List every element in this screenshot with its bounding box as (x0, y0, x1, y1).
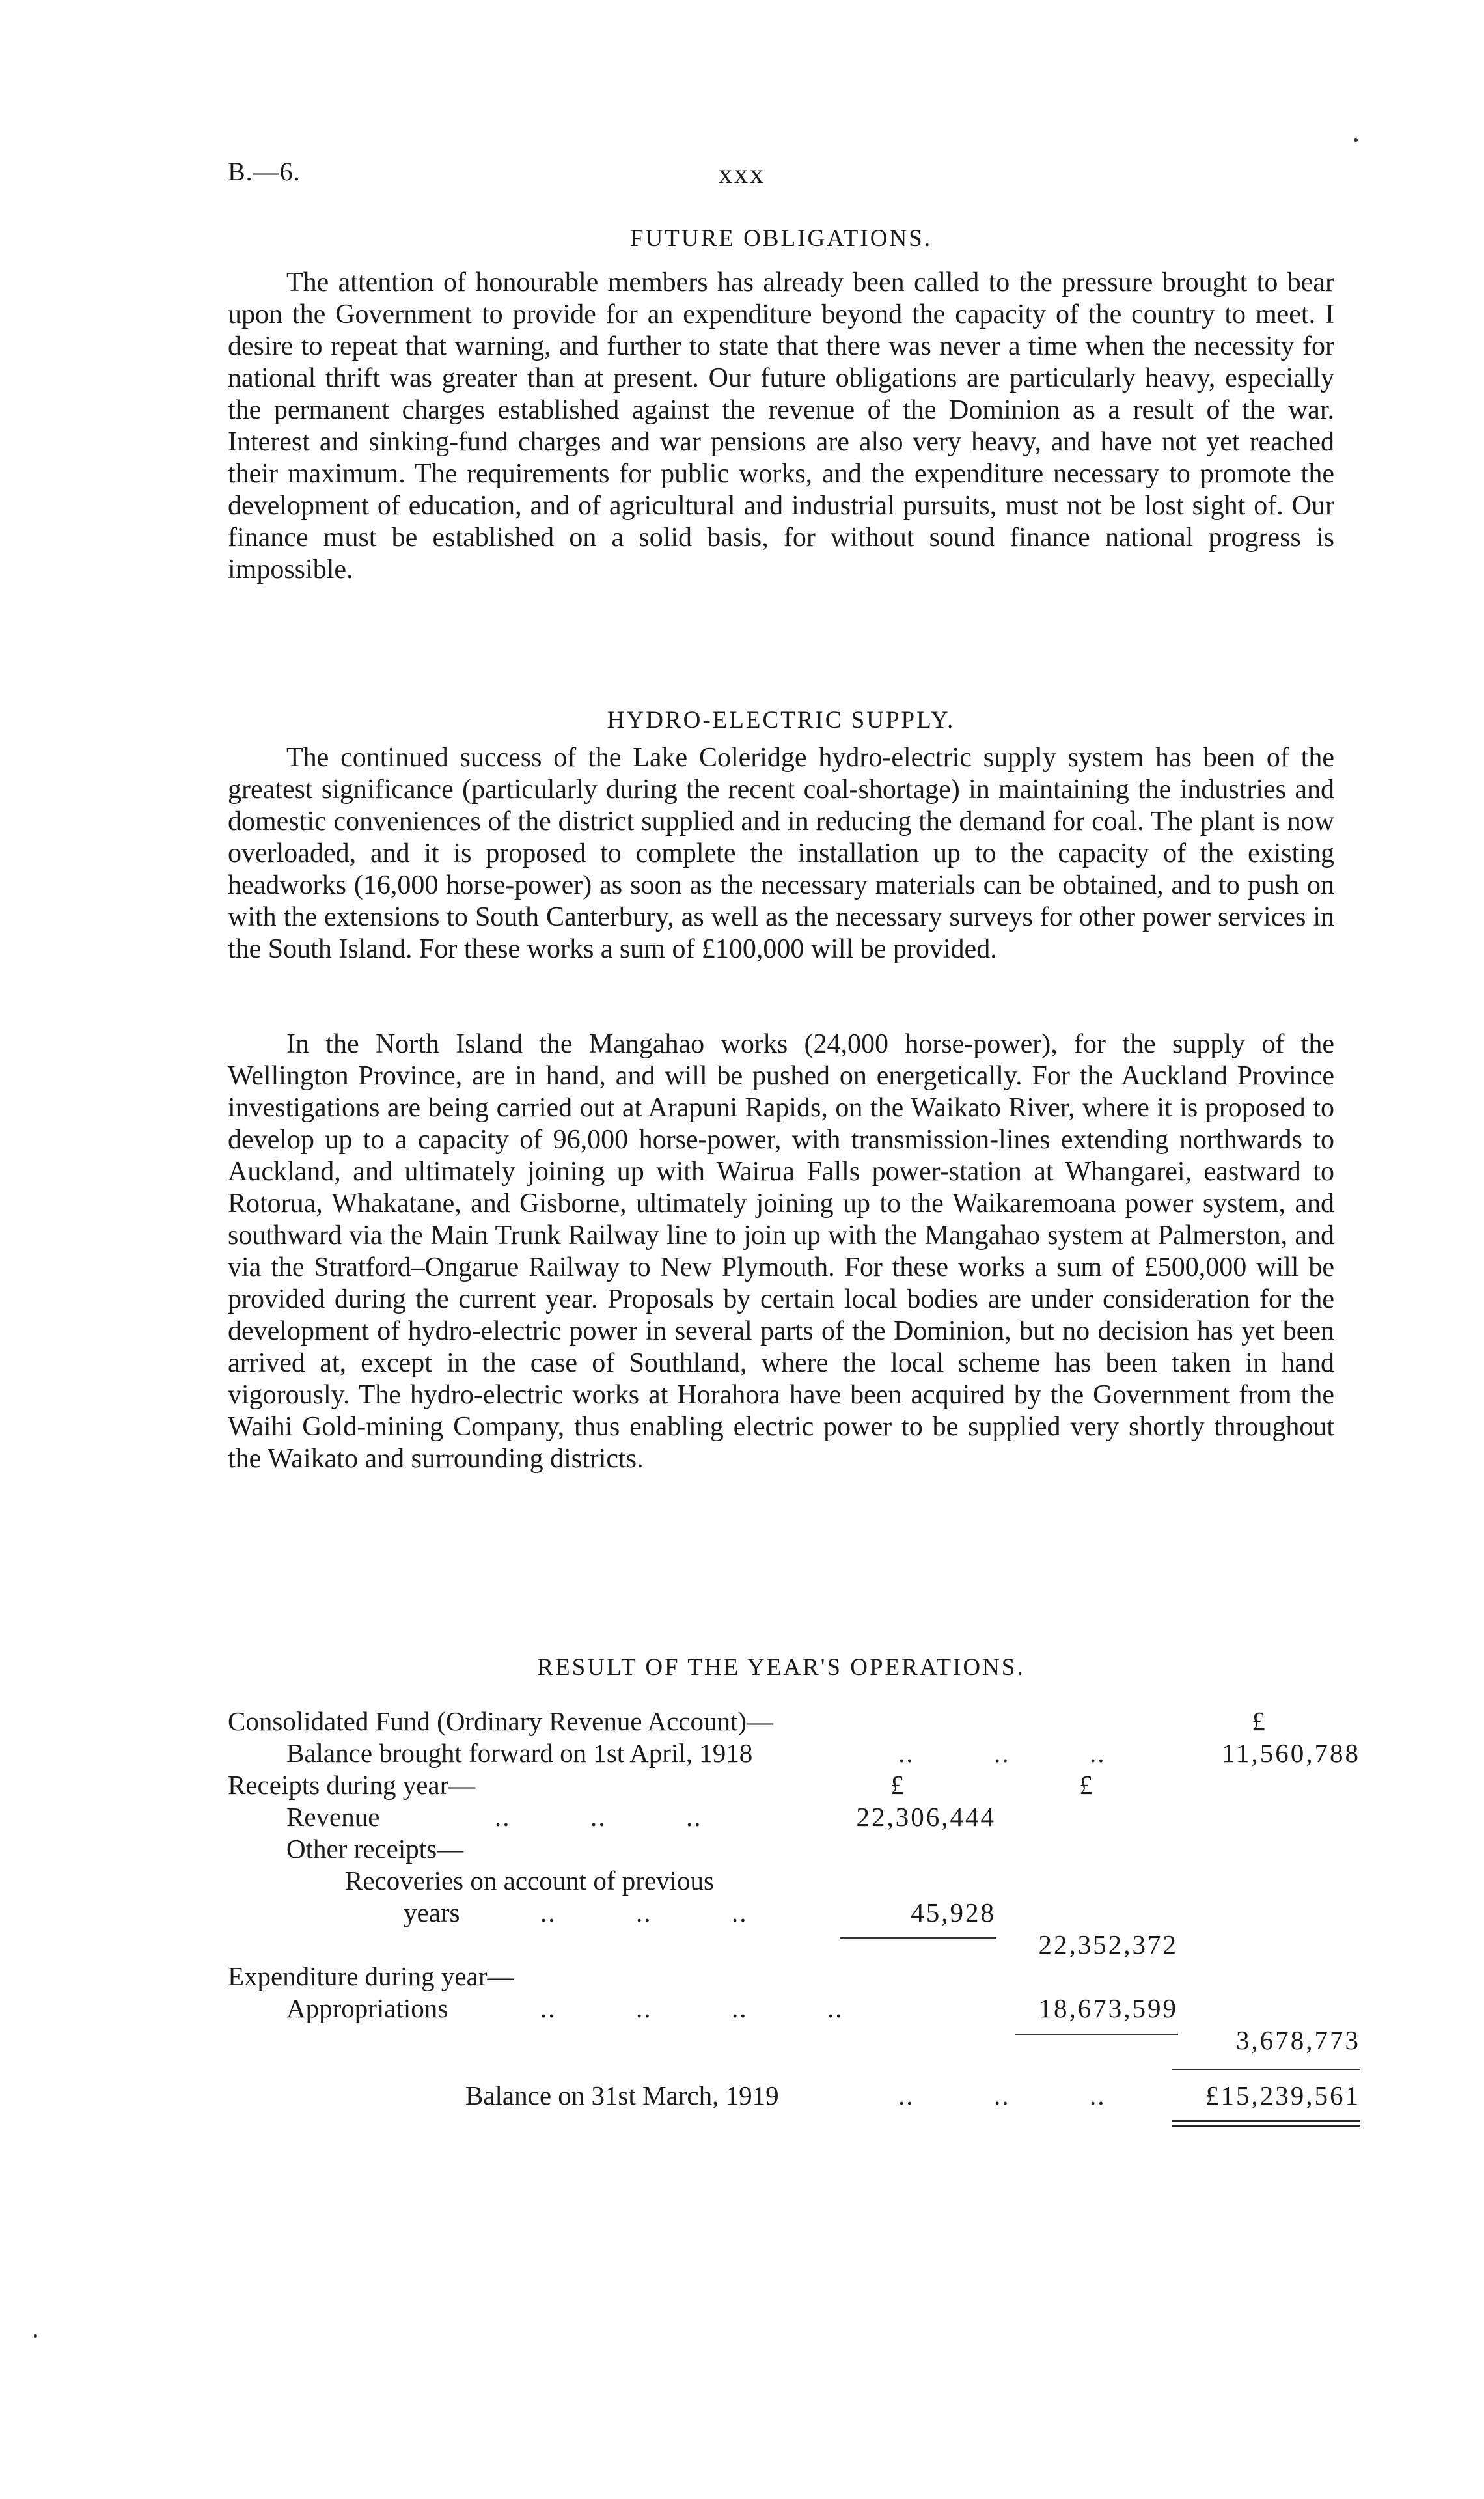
closing-double-rule (1172, 2120, 1360, 2127)
recoveries-value: 45,928 (911, 1898, 996, 1927)
currency-symbol-col3: £ (1252, 1706, 1267, 1736)
receipts-total: 22,352,372 (1038, 1929, 1178, 1959)
page-number: xxx (719, 159, 765, 189)
years-label: years (404, 1898, 460, 1927)
closing-balance-value: £15,239,561 (1205, 2080, 1360, 2110)
section-title-future-obligations: FUTURE OBLIGATIONS. (630, 225, 932, 252)
paragraph-future-obligations: The attention of honourable members has already been called to the pressure brought to bear upon the Government to provide for an expenditure beyond the capacity of the country to meet. I desire to repeat that warning, and further to state that there was never a time when the necessity for national thrift was greater than at present. Our future obligations are particularly heavy, especially the permanent charges established against the revenue of the Dominion as a result of the war. Interest and sinking-fund charges and war pensions are also very heavy, and have not yet reached their maximum. The requirements for public works, and the expenditure necessary to promote the development of education, and of agricultural and industrial pursuits, must not be lost sight of. Our finance must be established on a solid basis, for without sound finance national progress is impossible. (228, 268, 1334, 585)
page-reference: B.—6. (228, 157, 301, 186)
subtotal-rule-col2 (1015, 2034, 1178, 2035)
closing-balance-dots: .. .. .. (898, 2080, 1106, 2110)
receipts-label: Receipts during year— (228, 1770, 476, 1800)
revenue-label: Revenue (286, 1802, 380, 1832)
print-speck (34, 2334, 37, 2338)
appropriations-label: Appropriations (286, 1993, 448, 2023)
currency-symbol-col2: £ (1079, 1770, 1095, 1800)
fund-label: Consolidated Fund (Ordinary Revenue Account)— (228, 1706, 774, 1736)
section-title-hydro-electric: HYDRO-ELECTRIC SUPPLY. (607, 707, 955, 734)
total-rule-col3 (1172, 2069, 1360, 2070)
recoveries-label: Recoveries on account of previous (345, 1866, 714, 1896)
appropriations-dots: .. .. .. .. (540, 1993, 844, 2023)
years-dots: .. .. .. (540, 1898, 748, 1927)
revenue-dots: .. .. .. (495, 1802, 702, 1832)
paragraph-hydro-electric-1: The continued success of the Lake Coleridge hydro-electric supply system has been of the greatest significance (particularly during the recent coal-shortage) in maintaining the industries and domestic conveniences of the district supplied and in reducing the demand for coal. The plant is now overloaded, and it is proposed to complete the installation up to the capacity of the existing headworks (16,000 horse-power) as soon as the necessary materials can be obtained, and to push on with the extensions to South Canterbury, as well as the necessary surveys for other power services in the South Island. For these works a sum of £100,000 will be provided. (228, 743, 1334, 964)
currency-symbol-col1: £ (890, 1770, 906, 1800)
closing-balance-label: Balance on 31st March, 1919 (465, 2080, 779, 2110)
paragraph-hydro-electric-2: In the North Island the Mangahao works (24,000 horse-power), for the supply of the Wellington Province, are in hand, and will be pushed on energetically. For the Auckland Province investigations are being carried out at Arapuni Rapids, on the Waikato River, where it is proposed to develop up to a capacity of 96,000 horse-power, with transmission-lines extending northwards to Auckland, and ultimately joining up with Wairua Falls power-station at Whangarei, eastward to Rotorua, Whakatane, and Gisborne, ultimately joining up to the Waikaremoana power system, and southward via the Main Trunk Railway line to join up with the Mangahao system at Palmerston, and via the Stratford–Ongarue Railway to New Plymouth. For these works a sum of £500,000 will be provided during the current year. Proposals by certain local bodies are under consideration for the development of hydro-electric power in several parts of the Dominion, but no decision has yet been arrived at, except in the case of Southland, where the local scheme has been taken in hand vigorously. The hydro-electric works at Horahora have been acquired by the Government from the Waihi Gold-mining Company, thus enabling electric power to be supplied very shortly throughout the Waikato and surrounding districts. (228, 1029, 1334, 1474)
subtotal-rule-col1 (840, 1937, 996, 1939)
revenue-value: 22,306,444 (856, 1802, 996, 1832)
print-speck (1354, 138, 1358, 142)
net-value: 3,678,773 (1236, 2025, 1360, 2055)
expenditure-label: Expenditure during year— (228, 1961, 514, 1991)
balance-forward-dots: .. .. .. (898, 1738, 1106, 1768)
section-title-result: RESULT OF THE YEAR'S OPERATIONS. (537, 1654, 1025, 1681)
other-receipts-label: Other receipts— (286, 1834, 464, 1864)
appropriations-value: 18,673,599 (1038, 1993, 1178, 2023)
balance-forward-label: Balance brought forward on 1st April, 1918 (286, 1738, 753, 1768)
balance-forward-value: 11,560,788 (1222, 1738, 1360, 1768)
